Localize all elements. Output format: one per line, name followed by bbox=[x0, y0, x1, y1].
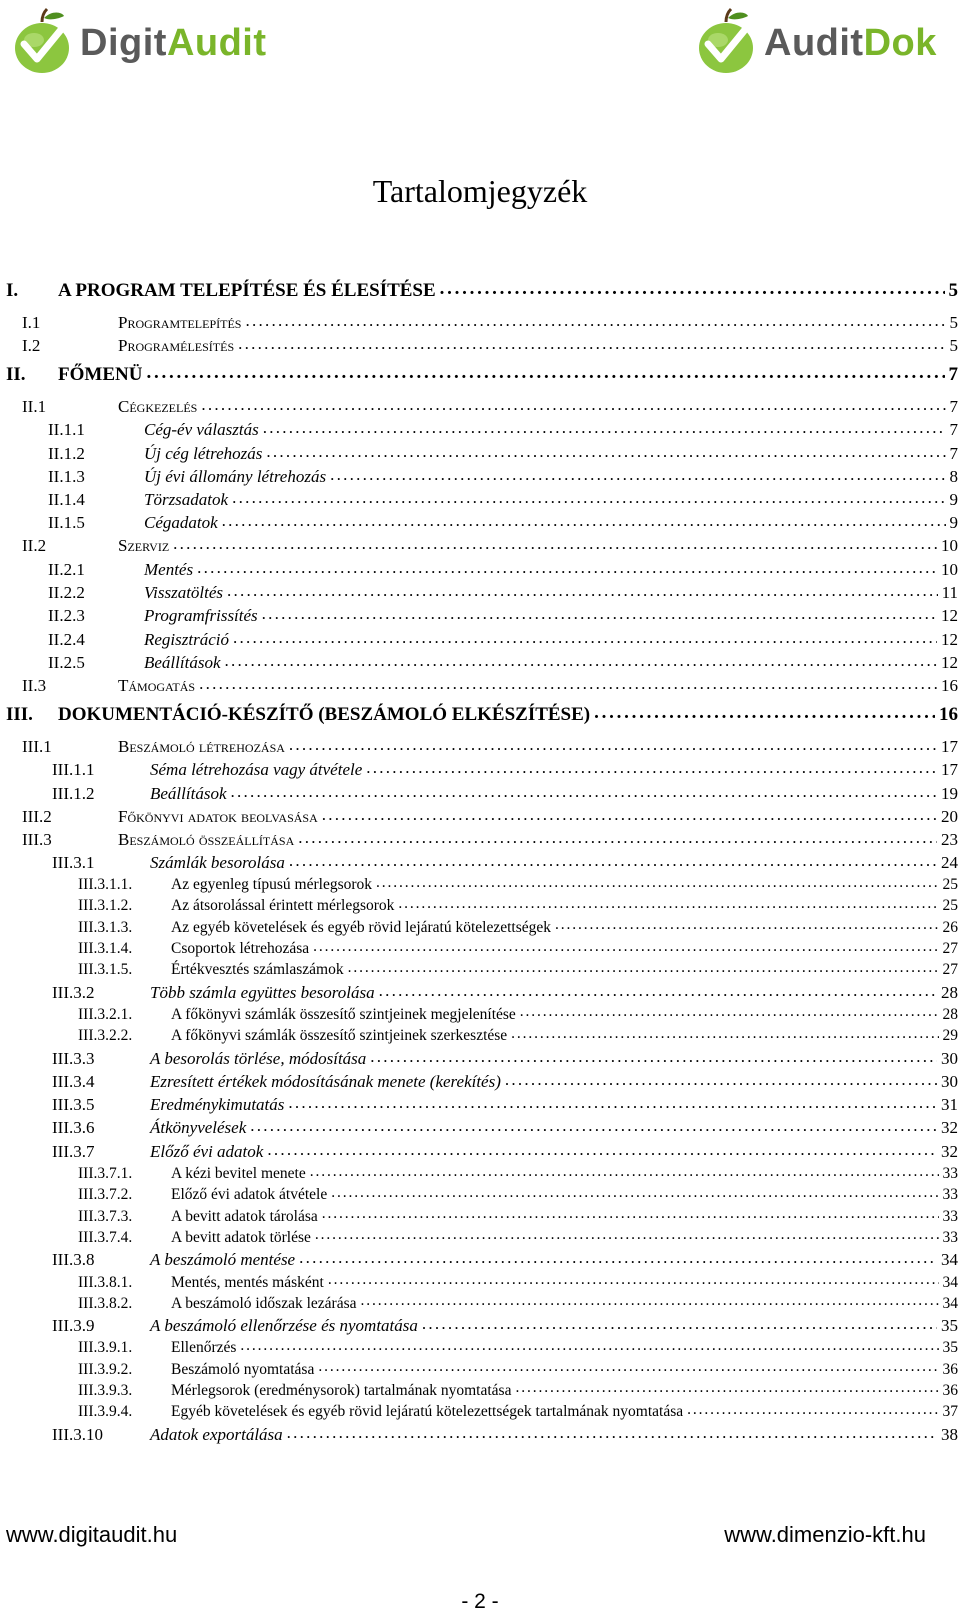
toc-entry-page: 11 bbox=[941, 583, 958, 603]
toc-entry-title: A beszámoló mentése bbox=[150, 1250, 296, 1270]
toc-entry[interactable] bbox=[6, 915, 958, 936]
toc-entry-number: II.2.3 bbox=[48, 606, 85, 626]
toc-entry-number: II.1.5 bbox=[48, 513, 85, 533]
toc-entry-number: III.3.9.1. bbox=[78, 1339, 133, 1357]
toc-entry[interactable] bbox=[6, 417, 958, 440]
toc-entry-title: Csoportok létrehozása bbox=[171, 940, 310, 958]
toc-entry-title: Törzsadatok bbox=[144, 490, 229, 510]
toc-entry-page: 33 bbox=[942, 1186, 958, 1204]
toc-entry-title: A besorolás törlése, módosítása bbox=[150, 1048, 367, 1068]
toc-entry[interactable] bbox=[6, 278, 958, 302]
toc-entry[interactable] bbox=[6, 1024, 958, 1045]
toc-dot-leader bbox=[197, 559, 937, 580]
toc-entry-page: 7 bbox=[949, 443, 958, 463]
toc-entry-number: II.1.3 bbox=[48, 466, 85, 486]
toc-entry-number: II.3 bbox=[22, 675, 47, 695]
toc-dot-leader bbox=[361, 1293, 939, 1313]
toc-entry-title: A főkönyvi számlák összesítő szintjeinek szerkesztése bbox=[171, 1027, 508, 1045]
toc-dot-leader bbox=[440, 279, 945, 302]
toc-entry-number: I.2 bbox=[22, 336, 41, 355]
toc-entry-number: III.3.9.4. bbox=[78, 1403, 133, 1421]
toc-entry-number: III.3.7 bbox=[52, 1141, 95, 1161]
toc-entry[interactable] bbox=[6, 1247, 958, 1270]
toc-entry-number: II.1.2 bbox=[48, 443, 85, 463]
toc-dot-leader bbox=[366, 759, 937, 780]
toc-entry-number: III.3.6 bbox=[52, 1118, 95, 1138]
toc-entry[interactable] bbox=[6, 556, 958, 579]
toc-entry-number: III.1.2 bbox=[52, 783, 95, 803]
toc-entry-number: III.3.1.4. bbox=[78, 940, 133, 958]
toc-entry-number: II.2.5 bbox=[48, 652, 85, 672]
toc-dot-leader bbox=[250, 1117, 937, 1138]
toc-entry-page: 35 bbox=[942, 1339, 958, 1357]
toc-entry-number: II.2.2 bbox=[48, 583, 85, 603]
toc-entry[interactable] bbox=[6, 1162, 958, 1183]
toc-dot-leader bbox=[322, 1206, 939, 1226]
toc-entry-number: III.3.2 bbox=[52, 982, 95, 1002]
toc-entry-number: III. bbox=[6, 703, 33, 725]
toc-entry-number: III.3.4 bbox=[52, 1071, 95, 1091]
toc-dot-leader bbox=[288, 1094, 937, 1115]
toc-entry-page: 5 bbox=[948, 280, 958, 301]
toc-entry-number: II.1.1 bbox=[48, 420, 85, 440]
toc-entry-page: 33 bbox=[942, 1207, 958, 1225]
toc-entry[interactable] bbox=[6, 626, 958, 649]
toc-dot-leader bbox=[232, 489, 945, 510]
toc-dot-leader bbox=[398, 896, 938, 916]
toc-entry-page: 27 bbox=[942, 940, 958, 958]
toc-dot-leader bbox=[322, 806, 937, 827]
toc-entry-title: Támogatás bbox=[118, 675, 196, 695]
toc-dot-leader bbox=[515, 1380, 938, 1400]
toc-entry-page: 23 bbox=[941, 829, 958, 849]
toc-dot-leader bbox=[594, 703, 935, 726]
toc-entry-page: 29 bbox=[942, 1027, 958, 1045]
toc-dot-leader bbox=[298, 829, 937, 850]
toc-entry-page: 28 bbox=[942, 1005, 958, 1023]
toc-entry[interactable] bbox=[6, 1357, 958, 1378]
toc-entry[interactable] bbox=[6, 1292, 958, 1313]
toc-entry-page: 38 bbox=[941, 1424, 958, 1444]
toc-dot-leader bbox=[233, 629, 937, 650]
toc-dot-leader bbox=[267, 1141, 937, 1162]
toc-entry-page: 33 bbox=[942, 1165, 958, 1183]
toc-entry[interactable] bbox=[6, 1115, 958, 1138]
toc-entry-number: III.3.9.2. bbox=[78, 1360, 133, 1378]
toc-entry-page: 30 bbox=[941, 1071, 958, 1091]
toc-entry-page: 32 bbox=[941, 1141, 958, 1161]
toc-dot-leader bbox=[222, 512, 946, 533]
toc-entry-page: 36 bbox=[942, 1360, 958, 1378]
toc-entry[interactable] bbox=[6, 850, 958, 873]
toc-entry-title: Visszatöltés bbox=[144, 583, 224, 603]
toc-entry-page: 9 bbox=[949, 513, 958, 533]
toc-entry-title: Előző évi adatok bbox=[150, 1141, 264, 1161]
toc-entry[interactable] bbox=[6, 1092, 958, 1115]
toc-entry-number: III.3.7.4. bbox=[78, 1228, 133, 1246]
toc-dot-leader bbox=[173, 535, 937, 556]
toc-dot-leader bbox=[224, 652, 937, 673]
apple-check-icon bbox=[690, 4, 762, 76]
toc-entry-page: 10 bbox=[941, 559, 958, 579]
toc-entry-title: Mérlegsorok (eredménysorok) tartalmának nyomtatása bbox=[171, 1381, 512, 1399]
toc-entry[interactable] bbox=[6, 310, 958, 333]
toc-entry-page: 7 bbox=[948, 364, 958, 385]
toc-entry-title: Beszámoló összeállítása bbox=[118, 829, 295, 849]
toc-entry-page: 32 bbox=[941, 1118, 958, 1138]
toc-entry-number: III.3.7.1. bbox=[78, 1165, 133, 1183]
toc-entry[interactable] bbox=[6, 1003, 958, 1024]
toc-entry-title: Mentés bbox=[144, 559, 194, 579]
toc-entry-title: Értékvesztés számlaszámok bbox=[171, 961, 344, 979]
toc-entry[interactable] bbox=[6, 673, 958, 696]
toc-entry-title: Egyéb követelések és egyéb rövid lejáratú kötelezettségek tartalmának nyomtatása bbox=[171, 1403, 684, 1421]
toc-dot-leader bbox=[201, 396, 945, 417]
toc-dot-leader bbox=[422, 1315, 937, 1336]
toc-entry-title: A bevitt adatok tárolása bbox=[171, 1207, 318, 1225]
toc-entry-page: 7 bbox=[949, 397, 958, 416]
toc-entry-number: III.3.1.1. bbox=[78, 876, 133, 894]
toc-entry-title: Séma létrehozása vagy átvétele bbox=[150, 760, 363, 780]
toc-entry-number: III.3.2.1. bbox=[78, 1005, 133, 1023]
toc-entry-title: A főkönyvi számlák összesítő szintjeinek megjelenítése bbox=[171, 1005, 516, 1023]
toc-entry-page: 35 bbox=[941, 1316, 958, 1336]
toc-entry-title: Cég-év választás bbox=[144, 420, 259, 440]
toc-entry-page: 24 bbox=[941, 852, 958, 872]
apple-check-icon bbox=[6, 4, 78, 76]
toc-entry-page: 34 bbox=[942, 1273, 958, 1291]
toc-entry[interactable] bbox=[6, 510, 958, 533]
auditdok-logo bbox=[690, 4, 937, 76]
footer-left-url[interactable]: www.digitaudit.hu bbox=[6, 1522, 178, 1547]
toc-entry-page: 30 bbox=[941, 1048, 958, 1068]
toc-entry[interactable] bbox=[6, 464, 958, 487]
toc-entry[interactable] bbox=[6, 804, 958, 827]
toc-entry[interactable] bbox=[6, 1379, 958, 1400]
toc-entry[interactable] bbox=[6, 1226, 958, 1247]
toc-dot-leader bbox=[263, 419, 946, 440]
toc-entry[interactable] bbox=[6, 1138, 958, 1161]
toc-entry[interactable] bbox=[6, 533, 958, 556]
toc-entry-title: Programfrissítés bbox=[144, 606, 258, 626]
toc-dot-leader bbox=[376, 875, 938, 895]
page-number: - 2 - bbox=[461, 1590, 499, 1613]
toc-entry[interactable] bbox=[6, 937, 958, 958]
toc-entry[interactable] bbox=[6, 702, 958, 726]
toc-entry-title: A PROGRAM TELEPÍTÉSE ÉS ÉLESÍTÉSE bbox=[58, 280, 436, 301]
toc-entry-page: 36 bbox=[942, 1381, 958, 1399]
toc-entry[interactable] bbox=[6, 894, 958, 915]
toc-entry-number: III.1 bbox=[22, 736, 52, 756]
toc-entry-number: III.3.8.2. bbox=[78, 1294, 133, 1312]
toc-dot-leader bbox=[520, 1004, 939, 1024]
toc-dot-leader bbox=[370, 1048, 937, 1069]
toc-dot-leader bbox=[289, 852, 937, 873]
toc-dot-leader bbox=[262, 605, 937, 626]
toc-entry-page: 10 bbox=[941, 536, 958, 556]
toc-dot-leader bbox=[240, 1338, 938, 1358]
toc-entry-title: A beszámoló időszak lezárása bbox=[171, 1294, 357, 1312]
toc-entry-title: Eredménykimutatás bbox=[150, 1095, 285, 1115]
toc-entry-number: III.3.1.2. bbox=[78, 897, 133, 915]
toc-entry-number: III.1.1 bbox=[52, 760, 95, 780]
toc-entry-number: III.3.9.3. bbox=[78, 1381, 133, 1399]
toc-dot-leader bbox=[511, 1026, 938, 1046]
toc-entry-page: 34 bbox=[941, 1250, 958, 1270]
toc-entry-number: II.1.4 bbox=[48, 490, 85, 510]
toc-dot-leader bbox=[146, 363, 944, 386]
page-title: Tartalomjegyzék bbox=[372, 173, 588, 210]
toc-entry-number: III.3.1.5. bbox=[78, 961, 133, 979]
toc-entry-number: I. bbox=[6, 280, 19, 301]
toc-entry[interactable] bbox=[6, 780, 958, 803]
toc-entry-number: III.3.1.3. bbox=[78, 918, 133, 936]
toc-entry-title: Beállítások bbox=[150, 783, 227, 803]
toc-dot-leader bbox=[287, 1424, 937, 1445]
toc-entry-title: Előző évi adatok átvétele bbox=[171, 1186, 328, 1204]
toc-entry[interactable] bbox=[6, 1270, 958, 1291]
toc-entry-page: 16 bbox=[941, 675, 958, 695]
toc-entry-title: Ezresített értékek módosításának menete (kerekítés) bbox=[150, 1071, 501, 1091]
toc-dot-leader bbox=[199, 675, 937, 696]
toc-entry-number: II.1 bbox=[22, 397, 47, 416]
toc-entry-title: A beszámoló ellenőrzése és nyomtatása bbox=[150, 1316, 418, 1336]
toc-entry-title: Adatok exportálása bbox=[150, 1424, 283, 1444]
toc-entry-page: 5 bbox=[949, 313, 958, 332]
toc-entry-title: Több számla együttes besorolása bbox=[150, 982, 375, 1002]
toc-entry[interactable] bbox=[6, 958, 958, 979]
toc-entry-number: III.3.5 bbox=[52, 1095, 95, 1115]
toc-entry-number: III.2 bbox=[22, 806, 52, 826]
toc-entry[interactable] bbox=[6, 394, 958, 417]
toc-dot-leader bbox=[687, 1402, 938, 1422]
toc-dot-leader bbox=[318, 1359, 938, 1379]
toc-dot-leader bbox=[227, 582, 938, 603]
toc-entry-title: Új cég létrehozás bbox=[144, 443, 263, 463]
toc-dot-leader bbox=[555, 917, 938, 937]
toc-entry-page: 19 bbox=[941, 783, 958, 803]
toc-entry-page: 27 bbox=[942, 961, 958, 979]
toc-entry-number: II. bbox=[6, 364, 26, 385]
toc-dot-leader bbox=[505, 1071, 937, 1092]
toc-entry-title: Átkönyvelések bbox=[150, 1118, 247, 1138]
toc-entry-number: III.3.3 bbox=[52, 1048, 95, 1068]
toc-entry[interactable] bbox=[6, 873, 958, 894]
toc-dot-leader bbox=[245, 312, 945, 333]
toc-entry-title: A kézi bevitel menete bbox=[171, 1165, 306, 1183]
toc-entry[interactable] bbox=[6, 1400, 958, 1421]
toc-entry-page: 12 bbox=[941, 652, 958, 672]
toc-entry-number: II.2.1 bbox=[48, 559, 85, 579]
toc-entry-page: 28 bbox=[941, 982, 958, 1002]
toc-entry[interactable] bbox=[6, 734, 958, 757]
digitaudit-logo-text: DigitAudit bbox=[80, 21, 267, 64]
page-header bbox=[0, 0, 960, 80]
toc-entry-number: III.3.10 bbox=[52, 1424, 103, 1444]
toc-dot-leader bbox=[348, 960, 939, 980]
toc-entry-title: Regisztráció bbox=[144, 629, 229, 649]
toc-entry-page: 12 bbox=[941, 606, 958, 626]
toc-entry-title: Programtelepítés bbox=[118, 313, 242, 332]
toc-entry-title: Beállítások bbox=[144, 652, 221, 672]
toc-entry-page: 12 bbox=[941, 629, 958, 649]
toc-entry-page: 20 bbox=[941, 806, 958, 826]
toc-entry-number: III.3.9 bbox=[52, 1316, 95, 1336]
toc-entry-number: II.2 bbox=[22, 536, 47, 556]
toc-entry-number: III.3 bbox=[22, 829, 52, 849]
toc-entry-page: 9 bbox=[949, 490, 958, 510]
toc-entry-page: 25 bbox=[942, 876, 958, 894]
toc-dot-leader bbox=[315, 1227, 939, 1247]
toc-entry[interactable] bbox=[6, 603, 958, 626]
toc-entry-page: 31 bbox=[941, 1095, 958, 1115]
toc-entry[interactable] bbox=[6, 1069, 958, 1092]
toc-entry-title: Számlák besorolása bbox=[150, 852, 285, 872]
toc-entry-number: II.2.4 bbox=[48, 629, 85, 649]
toc-dot-leader bbox=[289, 736, 937, 757]
footer-right-url[interactable]: www.dimenzio-kft.hu bbox=[724, 1522, 926, 1547]
toc-entry-title: Beszámoló nyomtatása bbox=[171, 1360, 315, 1378]
toc-entry-number: III.3.8 bbox=[52, 1250, 95, 1270]
toc-entry[interactable] bbox=[6, 1336, 958, 1357]
toc-entry[interactable] bbox=[6, 440, 958, 463]
toc-entry-number: III.3.1 bbox=[52, 852, 95, 872]
toc-dot-leader bbox=[379, 982, 937, 1003]
toc-entry[interactable] bbox=[6, 757, 958, 780]
toc-entry-title: Ellenőrzés bbox=[171, 1339, 237, 1357]
toc-entry-number: III.3.8.1. bbox=[78, 1273, 133, 1291]
toc-entry-page: 5 bbox=[949, 336, 958, 355]
toc-entry[interactable] bbox=[6, 1045, 958, 1068]
toc-entry-page: 17 bbox=[941, 760, 958, 780]
toc-dot-leader bbox=[331, 1185, 938, 1205]
toc-dot-leader bbox=[310, 1164, 939, 1184]
toc-entry-title: FŐMENÜ bbox=[58, 364, 143, 385]
toc-entry-page: 33 bbox=[942, 1228, 958, 1246]
toc-entry-page: 7 bbox=[949, 420, 958, 440]
toc-entry[interactable] bbox=[6, 487, 958, 510]
toc-dot-leader bbox=[328, 1272, 939, 1292]
toc-entry[interactable] bbox=[6, 650, 958, 673]
toc-entry-title: Cégadatok bbox=[144, 513, 218, 533]
toc-entry-number: III.3.7.2. bbox=[78, 1186, 133, 1204]
toc-entry-number: I.1 bbox=[22, 313, 41, 332]
toc-entry-title: Az egyenleg típusú mérlegsorok bbox=[171, 876, 373, 894]
auditdok-logo-text: AuditDok bbox=[764, 21, 937, 64]
toc-entry[interactable] bbox=[6, 1183, 958, 1204]
toc-entry-page: 25 bbox=[942, 897, 958, 915]
toc-entry-title: Új évi állomány létrehozás bbox=[144, 466, 327, 486]
toc-entry-title: Szerviz bbox=[118, 536, 170, 556]
toc-entry[interactable] bbox=[6, 1204, 958, 1225]
toc-dot-leader bbox=[299, 1249, 937, 1270]
toc-entry-title: Cégkezelés bbox=[118, 397, 198, 416]
toc-entry-page: 34 bbox=[942, 1294, 958, 1312]
toc-entry[interactable] bbox=[6, 979, 958, 1002]
digitaudit-logo bbox=[6, 4, 267, 76]
toc-entry-title: Az átsorolással érintett mérlegsorok bbox=[171, 897, 395, 915]
toc-dot-leader bbox=[330, 466, 945, 487]
toc-entry[interactable] bbox=[6, 362, 958, 386]
toc-entry-title: Mentés, mentés másként bbox=[171, 1273, 324, 1291]
toc-entry-page: 17 bbox=[941, 736, 958, 756]
toc-entry-title: Az egyéb követelések és egyéb rövid lejáratú kötelezettségek bbox=[171, 918, 552, 936]
toc-entry-page: 26 bbox=[942, 918, 958, 936]
toc-entry-page: 37 bbox=[942, 1403, 958, 1421]
toc-entry-title: A bevitt adatok törlése bbox=[171, 1228, 311, 1246]
toc-entry[interactable] bbox=[6, 1313, 958, 1336]
toc-dot-leader bbox=[266, 443, 945, 464]
toc-dot-leader bbox=[238, 335, 945, 356]
table-of-contents bbox=[6, 272, 958, 1445]
toc-entry-page: 16 bbox=[939, 703, 958, 725]
toc-dot-leader bbox=[230, 783, 937, 804]
toc-entry[interactable] bbox=[6, 333, 958, 356]
toc-entry-number: III.3.7.3. bbox=[78, 1207, 133, 1225]
toc-entry[interactable] bbox=[6, 580, 958, 603]
toc-entry-title: Beszámoló létrehozása bbox=[118, 736, 285, 756]
toc-entry-page: 8 bbox=[949, 466, 958, 486]
toc-entry-number: III.3.2.2. bbox=[78, 1027, 133, 1045]
toc-entry-title: DOKUMENTÁCIÓ-KÉSZÍTŐ (BESZÁMOLÓ ELKÉSZÍTÉSE) bbox=[58, 703, 591, 725]
toc-entry-title: Programélesítés bbox=[118, 336, 235, 355]
toc-entry[interactable] bbox=[6, 1421, 958, 1444]
toc-entry[interactable] bbox=[6, 827, 958, 850]
toc-dot-leader bbox=[313, 939, 938, 959]
toc-entry-title: Főkönyvi adatok beolvasása bbox=[118, 806, 318, 826]
